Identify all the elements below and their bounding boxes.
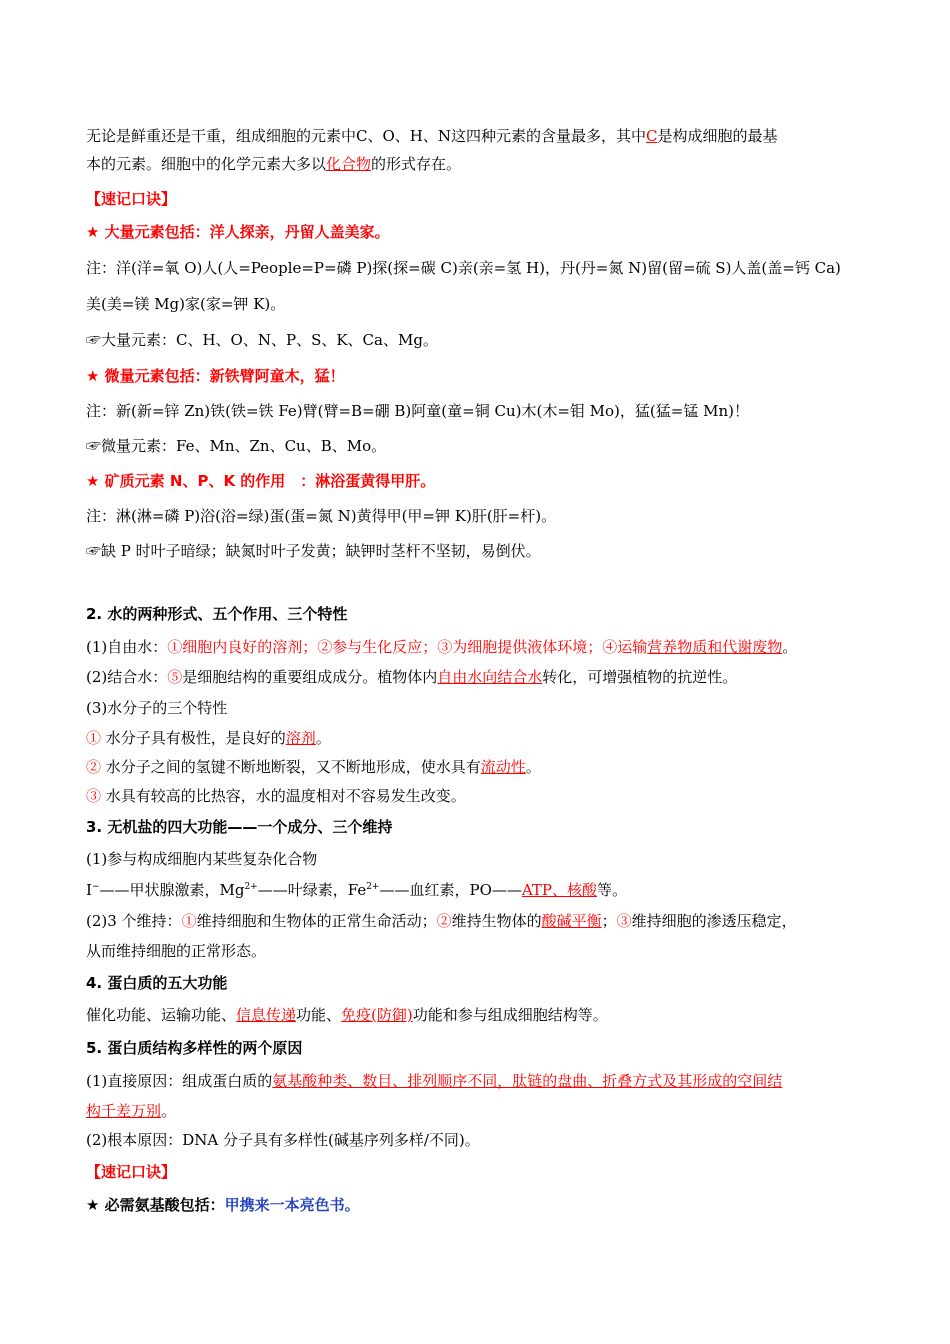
macro-elements-title: ★ 大量元素包括：洋人探亲，丹留人盖美家。 (86, 223, 390, 241)
mineral-elements-note: 注：淋(淋=磷 P)浴(浴=绿)蛋(蛋=氮 N)黄得甲(甲=钾 K)肝(肝=杆)。 (86, 507, 557, 525)
protein-diversity-direct-cont: 构千差万别。 (86, 1102, 177, 1120)
salts-ion-examples: I−——甲状腺激素，$Mg^{2+}——$叶绿素，$Fe^{2+}——$血红素，PO——ATP、核酸等。 (86, 881, 628, 899)
salts-section-title: 3. 无机盐的四大功能——一个成分、三个维持 (86, 818, 393, 836)
salts-function-2-cont: 从而维持细胞的正常形态。 (86, 942, 267, 960)
bound-water-line: (2)结合水：⑤是细胞结构的重要组成成分。植物体内自由水向结合水转化，可增强植物的抗逆性。 (86, 668, 738, 686)
macro-elements-note-1: 注：洋(洋=氧 O)人(人=People=P=磷 P)探(探=碳 C)亲(亲=氢 H)，丹(丹=氮 N)留(留=硫 S)人盖(盖=钙 Ca) (86, 259, 841, 277)
mineral-deficiency-list: ☞缺 P 时叶子暗绿；缺氮时叶子发黄；缺钾时茎杆不坚韧，易倒伏。 (86, 542, 541, 560)
water-property-2: ② 水分子之间的氢键不断地断裂，又不断地形成，使水具有流动性。 (86, 758, 541, 776)
micro-elements-title: ★ 微量元素包括：新铁臂阿童木，猛！ (86, 367, 345, 385)
mnemonic-header-2: 【速记口诀】 (86, 1163, 177, 1181)
micro-elements-list: ☞微量元素：Fe、Mn、Zn、Cu、B、Mo。 (86, 437, 387, 455)
salts-function-2: (2)3 个维持：①维持细胞和生物体的正常生命活动；②维持生物体的酸碱平衡；③维持细胞的渗透压稳定， (86, 912, 797, 930)
water-property-1: ① 水分子具有极性，是良好的溶剂。 (86, 729, 331, 747)
protein-diversity-title: 5. 蛋白质结构多样性的两个原因 (86, 1039, 303, 1057)
mnemonic-header: 【速记口诀】 (86, 190, 177, 208)
protein-diversity-direct: (1)直接原因：组成蛋白质的氨基酸种类、数目、排列顺序不同，肽链的盘曲、折叠方式及其形成的空间结 (86, 1072, 783, 1090)
protein-diversity-root: (2)根本原因：DNA 分子具有多样性(碱基序列多样/不同)。 (86, 1131, 480, 1149)
protein-functions-line: 催化功能、运输功能、信息传递功能、免疫(防御)功能和参与组成细胞结构等。 (86, 1006, 608, 1024)
protein-functions-title: 4. 蛋白质的五大功能 (86, 974, 228, 992)
micro-elements-note: 注：新(新=锌 Zn)铁(铁=铁 Fe)臂(臂=B=硼 B)阿童(童=铜 Cu)木(木=钼 Mo)，猛(猛=锰 Mn)！ (86, 402, 749, 420)
essential-amino-acids-line: ★ 必需氨基酸包括：甲携来一本亮色书。 (86, 1196, 360, 1214)
intro-line-2: 本的元素。细胞中的化学元素大多以化合物的形式存在。 (86, 155, 462, 173)
intro-line-1: 无论是鲜重还是干重，组成细胞的元素中C、O、H、N这四种元素的含量最多，其中C是构成细胞的最基 (86, 127, 778, 145)
highlight-carbon: C (645, 127, 658, 145)
macro-elements-list: ☞大量元素：C、H、O、N、P、S、K、Ca、Mg。 (86, 331, 438, 349)
water-properties-title: (3)水分子的三个特性 (86, 699, 228, 717)
free-water-line: (1)自由水：①细胞内良好的溶剂；②参与生化反应；③为细胞提供液体环境；④运输营养物质和代谢废物。 (86, 638, 798, 656)
salts-function-1: (1)参与构成细胞内某些复杂化合物 (86, 850, 318, 868)
water-section-title: 2. 水的两种形式、五个作用、三个特性 (86, 605, 348, 623)
macro-elements-note-2: 美(美=镁 Mg)家(家=钾 K)。 (86, 295, 286, 313)
mineral-elements-title: ★ 矿质元素 N、P、K 的作用 ：淋浴蛋黄得甲肝。 (86, 472, 436, 490)
highlight-compound: 化合物 (326, 155, 372, 173)
water-property-3: ③ 水具有较高的比热容，水的温度相对不容易发生改变。 (86, 787, 466, 805)
